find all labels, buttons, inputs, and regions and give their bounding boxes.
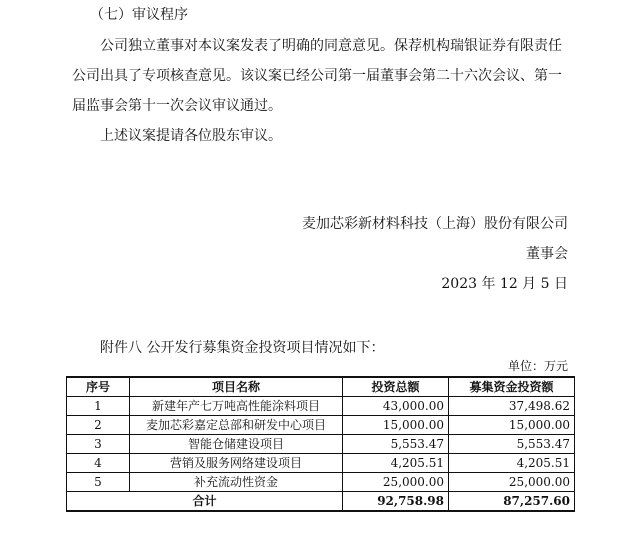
row-no: 4 <box>67 454 130 473</box>
table-row <box>67 473 575 492</box>
total-investment: 92,758.98 <box>343 492 449 512</box>
paragraph-1-line-2: 公司出具了专项核查意见。该议案已经公司第一届董事会第二十六次会议、第一 <box>72 68 562 84</box>
table-total-row <box>67 492 575 512</box>
table-row <box>67 397 575 416</box>
appendix-title: 附件八 公开发行募集资金投资项目情况如下： <box>100 340 385 356</box>
header-name: 项目名称 <box>130 377 343 397</box>
row-no: 3 <box>67 435 130 454</box>
row-name: 营销及服务网络建设项目 <box>130 454 343 473</box>
table-header-row <box>67 377 575 397</box>
header-raised: 募集资金投资额 <box>449 377 575 397</box>
row-no: 5 <box>67 473 130 492</box>
row-name: 智能仓储建设项目 <box>130 435 343 454</box>
section-heading: （七）审议程序 <box>90 7 188 23</box>
header-no: 序号 <box>67 377 130 397</box>
row-no: 1 <box>67 397 130 416</box>
investment-table <box>66 376 575 512</box>
row-total: 15,000.00 <box>343 416 449 435</box>
paragraph-2: 上述议案提请各位股东审议。 <box>100 128 282 144</box>
header-total: 投资总额 <box>343 377 449 397</box>
row-total: 4,205.51 <box>343 454 449 473</box>
row-no: 2 <box>67 416 130 435</box>
table-row <box>67 454 575 473</box>
row-total: 25,000.00 <box>343 473 449 492</box>
table-row <box>67 416 575 435</box>
row-raised: 5,553.47 <box>449 435 575 454</box>
row-total: 43,000.00 <box>343 397 449 416</box>
table-row <box>67 435 575 454</box>
row-raised: 37,498.62 <box>449 397 575 416</box>
row-name: 补充流动性资金 <box>130 473 343 492</box>
paragraph-1-line-1: 公司独立董事对本议案发表了明确的同意意见。保荐机构瑞银证券有限责任 <box>100 38 562 54</box>
row-raised: 15,000.00 <box>449 416 575 435</box>
row-name: 麦加芯彩嘉定总部和研发中心项目 <box>130 416 343 435</box>
row-raised: 4,205.51 <box>449 454 575 473</box>
signature-date: 2023 年 12 月 5 日 <box>441 276 568 292</box>
row-total: 5,553.47 <box>343 435 449 454</box>
signature-company: 麦加芯彩新材料科技（上海）股份有限公司 <box>302 216 568 232</box>
total-raised: 87,257.60 <box>449 492 575 512</box>
row-raised: 25,000.00 <box>449 473 575 492</box>
paragraph-1-line-3: 届监事会第十一次会议审议通过。 <box>72 98 282 114</box>
total-label: 合计 <box>67 492 343 512</box>
signature-board: 董事会 <box>526 246 568 262</box>
unit-label: 单位：万元 <box>507 359 568 373</box>
row-name: 新建年产七万吨高性能涂料项目 <box>130 397 343 416</box>
